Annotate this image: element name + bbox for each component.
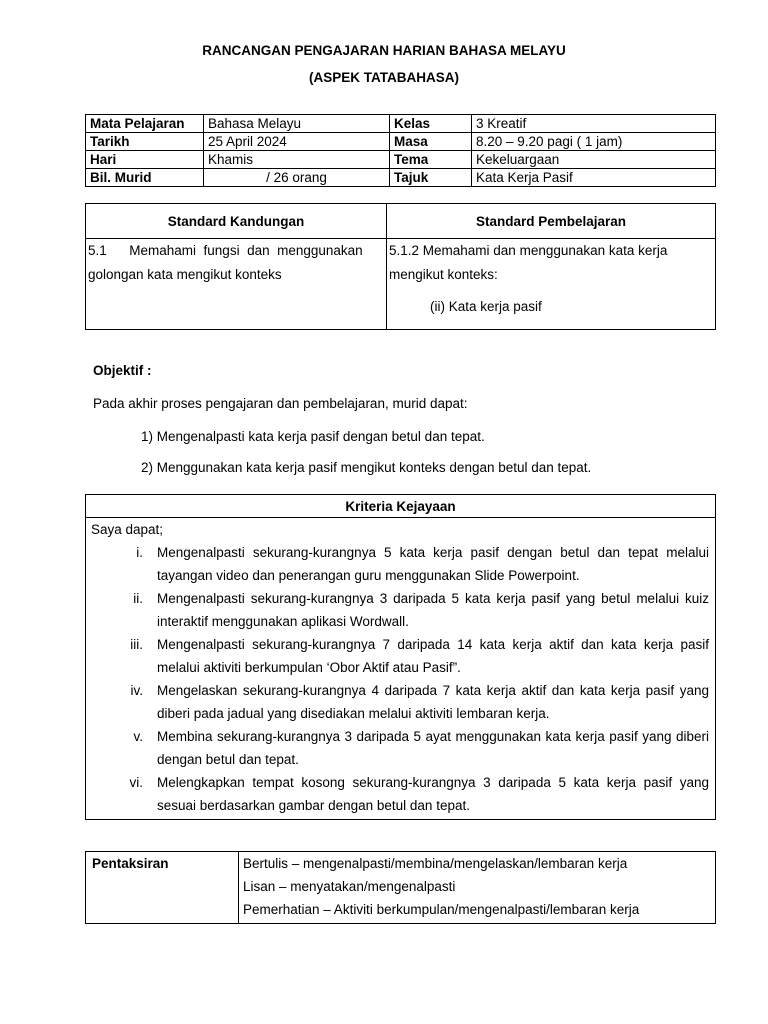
pentaksiran-table bbox=[85, 851, 716, 924]
objektif-heading: Objektif : bbox=[93, 363, 152, 378]
kriteria-item bbox=[91, 679, 709, 725]
info-row bbox=[86, 151, 716, 169]
info-value: 8.20 – 9.20 pagi ( 1 jam) bbox=[472, 133, 716, 151]
kriteria-item-number: iii. bbox=[130, 637, 143, 652]
kriteria-item-text: Membina sekurang-kurangnya 3 daripada 5 ayat menggunakan kata kerja pasif yang diberi dengan betul dan tepat. bbox=[157, 729, 709, 767]
standard-pembelajaran-cell bbox=[387, 239, 716, 330]
info-table bbox=[85, 114, 716, 187]
info-value: 25 April 2024 bbox=[204, 133, 390, 151]
document-subtitle: (ASPEK TATABAHASA) bbox=[309, 70, 459, 85]
objektif-item: 2) Menggunakan kata kerja pasif mengikut konteks dengan betul dan tepat. bbox=[141, 460, 592, 475]
standard-kandungan-header: Standard Kandungan bbox=[86, 204, 387, 239]
info-value: Kata Kerja Pasif bbox=[472, 169, 716, 187]
kriteria-table bbox=[85, 494, 716, 820]
kriteria-item-number: i. bbox=[136, 545, 143, 560]
info-label: Masa bbox=[390, 133, 472, 151]
info-label: Bil. Murid bbox=[86, 169, 204, 187]
standard-pembelajaran-header: Standard Pembelajaran bbox=[387, 204, 716, 239]
info-label: Hari bbox=[86, 151, 204, 169]
info-label: Tarikh bbox=[86, 133, 204, 151]
pentaksiran-line: Lisan – menyatakan/mengenalpasti bbox=[243, 879, 456, 894]
info-value: Kekeluargaan bbox=[472, 151, 716, 169]
kriteria-item bbox=[91, 541, 709, 587]
kriteria-header: Kriteria Kejayaan bbox=[86, 495, 716, 518]
pentaksiran-row bbox=[86, 852, 716, 924]
info-label: Tema bbox=[390, 151, 472, 169]
info-value: / 26 orang bbox=[204, 169, 390, 187]
objektif-item: 1) Mengenalpasti kata kerja pasif dengan betul dan tepat. bbox=[141, 429, 485, 444]
standard-kandungan-cell bbox=[86, 239, 387, 330]
kriteria-item-text: Mengelaskan sekurang-kurangnya 4 daripada 7 kata kerja aktif dan kata kerja pasif yang diberi pada jadual yang disediakan melalui aktiviti lembaran kerja. bbox=[157, 683, 709, 721]
info-label: Tajuk bbox=[390, 169, 472, 187]
kriteria-body-row bbox=[86, 518, 716, 820]
standards-header-row bbox=[86, 204, 716, 239]
kriteria-item-text: Mengenalpasti sekurang-kurangnya 3 daripada 5 kata kerja pasif yang betul melalui kuiz interaktif menggunakan aplikasi Wordwall. bbox=[157, 591, 709, 629]
kriteria-item-text: Mengenalpasti sekurang-kurangnya 5 kata kerja pasif dengan betul dan tepat melalui tayangan video dan penerangan guru menggunakan Slide Powerpoint. bbox=[157, 545, 709, 583]
kriteria-body bbox=[86, 518, 716, 820]
standards-table bbox=[85, 203, 716, 330]
kriteria-item bbox=[91, 633, 709, 679]
info-value: Bahasa Melayu bbox=[204, 115, 390, 133]
objektif-intro: Pada akhir proses pengajaran dan pembelajaran, murid dapat: bbox=[93, 396, 468, 411]
document-title: RANCANGAN PENGAJARAN HARIAN BAHASA MELAYU bbox=[202, 43, 566, 58]
pentaksiran-label: Pentaksiran bbox=[86, 852, 239, 924]
pembelajaran-line: mengikut konteks: bbox=[389, 267, 498, 282]
kriteria-item bbox=[91, 771, 709, 817]
pembelajaran-line: 5.1.2 Memahami dan menggunakan kata kerja bbox=[389, 243, 668, 258]
kriteria-item-text: Mengenalpasti sekurang-kurangnya 7 daripada 14 kata kerja aktif dan kata kerja pasif melalui aktiviti berkumpulan ‘Obor Aktif atau Pasif”. bbox=[157, 637, 709, 675]
pentaksiran-cell bbox=[239, 852, 716, 924]
kriteria-item-text: Melengkapkan tempat kosong sekurang-kurangnya 3 daripada 5 kata kerja pasif yang sesuai berdasarkan gambar dengan betul dan tepat. bbox=[157, 775, 709, 813]
kriteria-item-number: vi. bbox=[129, 775, 143, 790]
standards-content-row bbox=[86, 239, 716, 330]
info-label: Mata Pelajaran bbox=[86, 115, 204, 133]
kriteria-item-number: ii. bbox=[133, 591, 143, 606]
info-row bbox=[86, 115, 716, 133]
kriteria-item bbox=[91, 725, 709, 771]
kriteria-header-row bbox=[86, 495, 716, 518]
pentaksiran-line: Bertulis – mengenalpasti/membina/mengelaskan/lembaran kerja bbox=[243, 856, 628, 871]
kriteria-item bbox=[91, 587, 709, 633]
info-value: 3 Kreatif bbox=[472, 115, 716, 133]
kriteria-item-number: iv. bbox=[130, 683, 143, 698]
kriteria-item-number: v. bbox=[133, 729, 143, 744]
info-value: Khamis bbox=[204, 151, 390, 169]
kandungan-line: 5.1 Memahami fungsi dan menggunakan bbox=[88, 243, 363, 258]
info-row bbox=[86, 169, 716, 187]
kriteria-intro: Saya dapat; bbox=[91, 522, 164, 537]
info-label: Kelas bbox=[390, 115, 472, 133]
pembelajaran-item: (ii) Kata kerja pasif bbox=[430, 299, 542, 314]
pentaksiran-line: Pemerhatian – Aktiviti berkumpulan/mengenalpasti/lembaran kerja bbox=[243, 902, 640, 917]
kandungan-line: golongan kata mengikut konteks bbox=[88, 267, 282, 282]
info-row bbox=[86, 133, 716, 151]
